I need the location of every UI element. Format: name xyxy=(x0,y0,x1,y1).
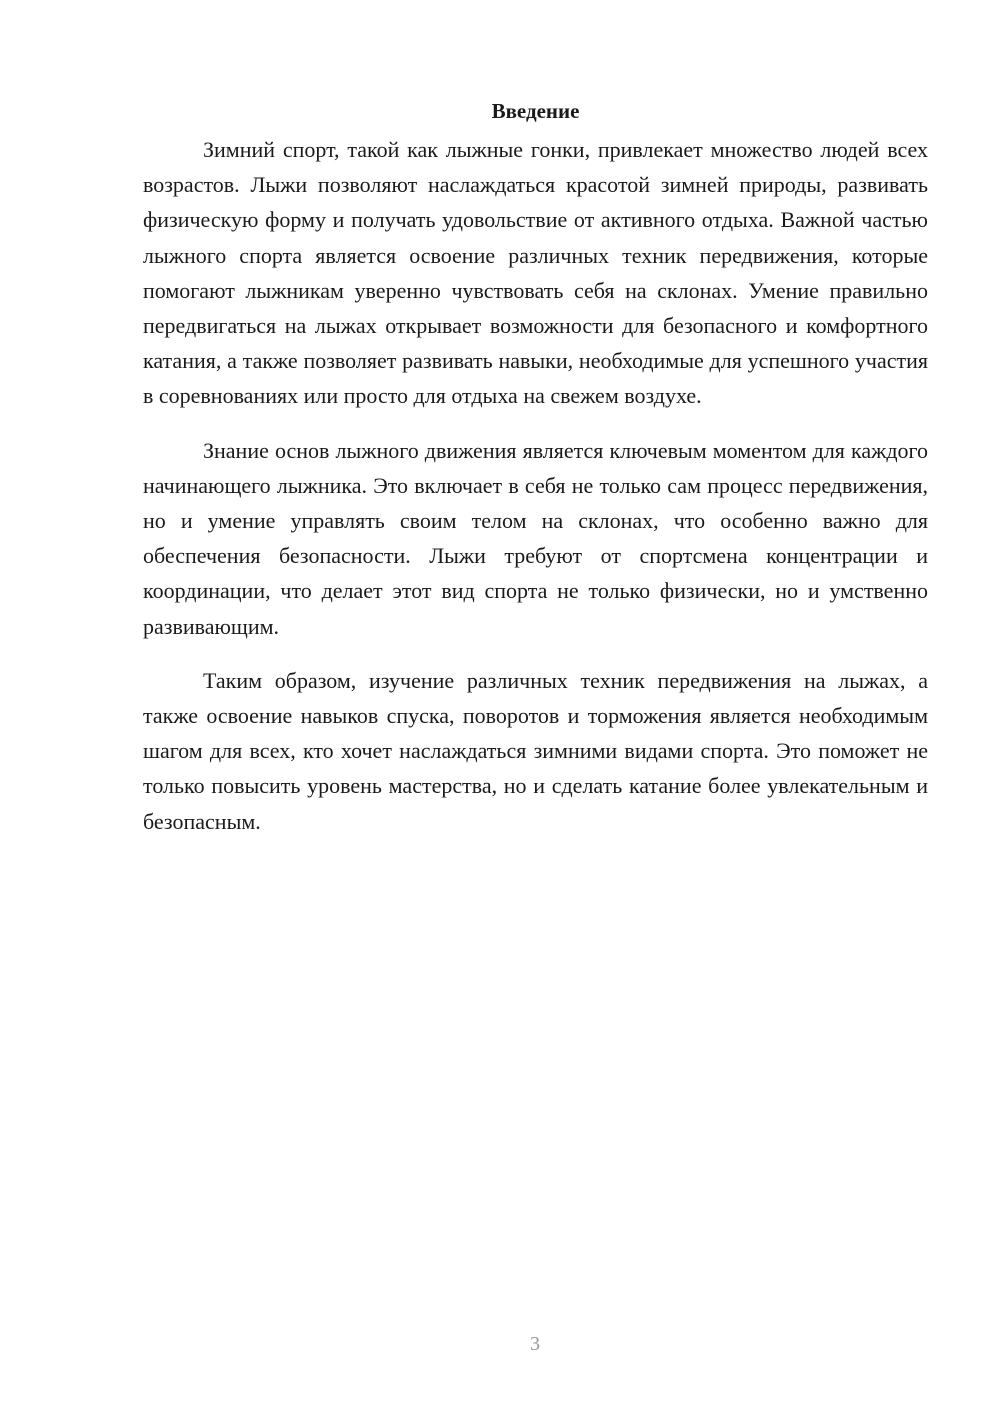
page-content xyxy=(143,96,928,858)
page-number: 3 xyxy=(530,1333,540,1355)
section-heading: Введение xyxy=(491,99,580,123)
paragraph-1: Зимний спорт, такой как лыжные гонки, привлекает множество людей всех возрастов. Лыжи позволяют наслаждаться красотой зимней природы, развивать физическую форму и получать удовольствие от активного отдыха. Важной частью лыжного спорта является освоение различных техник передвижения, которые помогают лыжникам уверенно чувствовать себя на склонах. Умение правильно передвигаться на лыжах открывает возможности для безопасного и комфортного катания, а также позволяет развивать навыки, необходимые для успешного участия в соревнованиях или просто для отдыха на свежем воздухе. xyxy=(143,137,928,409)
paragraph-3: Таким образом, изучение различных техник передвижения на лыжах, а также освоение навыков спуска, поворотов и торможения является необходимым шагом для всех, кто хочет наслаждаться зимними видами спорта. Это поможет не только повысить уровень мастерства, но и сделать катание более увлекательным и безопасным. xyxy=(143,667,928,834)
paragraph-2: Знание основ лыжного движения является ключевым моментом для каждого начинающего лыжника. Это включает в себя не только сам процесс передвижения, но и умение управлять своим телом на склонах, что особенно важно для обеспечения безопасности. Лыжи требуют от спортсмена концентрации и координации, что делает этот вид спорта не только физически, но и умственно развивающим. xyxy=(143,437,928,639)
